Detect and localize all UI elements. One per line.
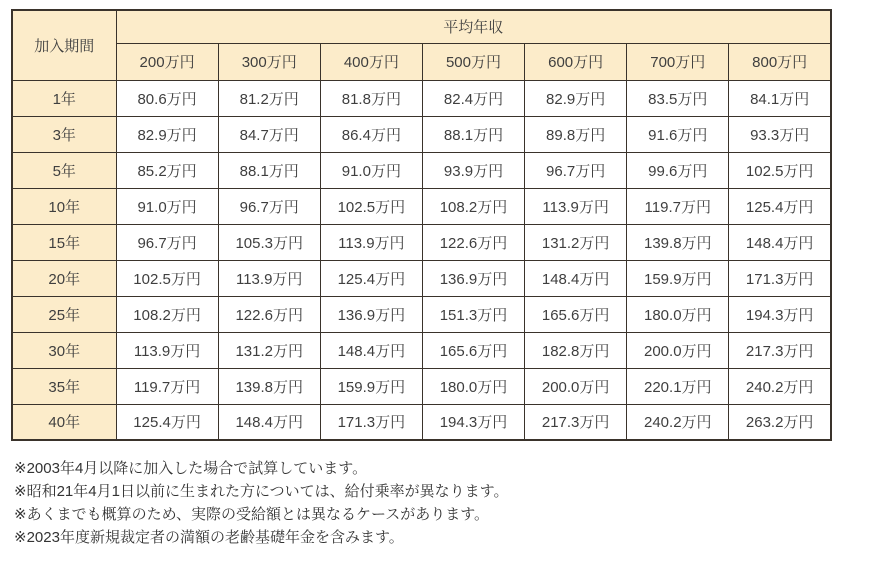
table-row bbox=[12, 296, 831, 332]
value-cell: 119.7万円 bbox=[116, 368, 218, 404]
value-cell: 86.4万円 bbox=[320, 116, 422, 152]
notes bbox=[14, 457, 508, 549]
value-cell: 194.3万円 bbox=[422, 404, 524, 440]
table-row bbox=[12, 368, 831, 404]
table-row bbox=[12, 116, 831, 152]
table-row bbox=[12, 332, 831, 368]
value-cell: 220.1万円 bbox=[627, 368, 729, 404]
value-cell: 125.4万円 bbox=[116, 404, 218, 440]
period-cell: 15年 bbox=[12, 224, 116, 260]
value-cell: 194.3万円 bbox=[729, 296, 831, 332]
income-column-header: 300万円 bbox=[218, 43, 320, 80]
value-cell: 136.9万円 bbox=[320, 296, 422, 332]
value-cell: 131.2万円 bbox=[218, 332, 320, 368]
value-cell: 263.2万円 bbox=[729, 404, 831, 440]
value-cell: 96.7万円 bbox=[218, 188, 320, 224]
period-cell: 3年 bbox=[12, 116, 116, 152]
value-cell: 122.6万円 bbox=[218, 296, 320, 332]
value-cell: 151.3万円 bbox=[422, 296, 524, 332]
income-column-header: 800万円 bbox=[729, 43, 831, 80]
value-cell: 108.2万円 bbox=[422, 188, 524, 224]
income-column-header: 500万円 bbox=[422, 43, 524, 80]
value-cell: 240.2万円 bbox=[729, 368, 831, 404]
value-cell: 217.3万円 bbox=[729, 332, 831, 368]
value-cell: 82.9万円 bbox=[525, 80, 627, 116]
average-income-header: 平均年収 bbox=[116, 10, 831, 43]
value-cell: 148.4万円 bbox=[525, 260, 627, 296]
value-cell: 99.6万円 bbox=[627, 152, 729, 188]
value-cell: 125.4万円 bbox=[729, 188, 831, 224]
value-cell: 113.9万円 bbox=[116, 332, 218, 368]
period-column-header: 加入期間 bbox=[12, 10, 116, 80]
value-cell: 84.1万円 bbox=[729, 80, 831, 116]
value-cell: 180.0万円 bbox=[627, 296, 729, 332]
table-row bbox=[12, 152, 831, 188]
table-row bbox=[12, 224, 831, 260]
value-cell: 93.3万円 bbox=[729, 116, 831, 152]
income-column-header: 200万円 bbox=[116, 43, 218, 80]
value-cell: 82.9万円 bbox=[116, 116, 218, 152]
value-cell: 148.4万円 bbox=[320, 332, 422, 368]
value-cell: 80.6万円 bbox=[116, 80, 218, 116]
period-cell: 30年 bbox=[12, 332, 116, 368]
value-cell: 200.0万円 bbox=[627, 332, 729, 368]
income-column-header: 600万円 bbox=[525, 43, 627, 80]
value-cell: 148.4万円 bbox=[218, 404, 320, 440]
period-cell: 5年 bbox=[12, 152, 116, 188]
value-cell: 171.3万円 bbox=[320, 404, 422, 440]
value-cell: 122.6万円 bbox=[422, 224, 524, 260]
period-cell: 1年 bbox=[12, 80, 116, 116]
value-cell: 159.9万円 bbox=[320, 368, 422, 404]
value-cell: 108.2万円 bbox=[116, 296, 218, 332]
value-cell: 131.2万円 bbox=[525, 224, 627, 260]
value-cell: 84.7万円 bbox=[218, 116, 320, 152]
value-cell: 102.5万円 bbox=[320, 188, 422, 224]
table-header bbox=[12, 10, 831, 80]
value-cell: 240.2万円 bbox=[627, 404, 729, 440]
value-cell: 82.4万円 bbox=[422, 80, 524, 116]
value-cell: 159.9万円 bbox=[627, 260, 729, 296]
pension-table bbox=[11, 9, 832, 441]
value-cell: 91.0万円 bbox=[116, 188, 218, 224]
value-cell: 102.5万円 bbox=[729, 152, 831, 188]
value-cell: 136.9万円 bbox=[422, 260, 524, 296]
period-cell: 35年 bbox=[12, 368, 116, 404]
value-cell: 89.8万円 bbox=[525, 116, 627, 152]
value-cell: 200.0万円 bbox=[525, 368, 627, 404]
value-cell: 85.2万円 bbox=[116, 152, 218, 188]
value-cell: 165.6万円 bbox=[525, 296, 627, 332]
value-cell: 88.1万円 bbox=[218, 152, 320, 188]
table-body bbox=[12, 80, 831, 440]
value-cell: 96.7万円 bbox=[116, 224, 218, 260]
table-row bbox=[12, 80, 831, 116]
value-cell: 91.0万円 bbox=[320, 152, 422, 188]
table-row bbox=[12, 404, 831, 440]
period-cell: 40年 bbox=[12, 404, 116, 440]
value-cell: 148.4万円 bbox=[729, 224, 831, 260]
note-line: ※昭和21年4月1日以前に生まれた方については、給付乗率が異なります。 bbox=[14, 483, 509, 500]
value-cell: 119.7万円 bbox=[627, 188, 729, 224]
period-cell: 20年 bbox=[12, 260, 116, 296]
value-cell: 96.7万円 bbox=[525, 152, 627, 188]
value-cell: 83.5万円 bbox=[627, 80, 729, 116]
value-cell: 105.3万円 bbox=[218, 224, 320, 260]
note-line: ※2003年4月以降に加入した場合で試算しています。 bbox=[14, 460, 368, 477]
value-cell: 81.2万円 bbox=[218, 80, 320, 116]
value-cell: 182.8万円 bbox=[525, 332, 627, 368]
value-cell: 180.0万円 bbox=[422, 368, 524, 404]
period-cell: 25年 bbox=[12, 296, 116, 332]
value-cell: 93.9万円 bbox=[422, 152, 524, 188]
period-cell: 10年 bbox=[12, 188, 116, 224]
value-cell: 113.9万円 bbox=[525, 188, 627, 224]
table-row bbox=[12, 188, 831, 224]
value-cell: 171.3万円 bbox=[729, 260, 831, 296]
note-line: ※2023年度新規裁定者の満額の老齢基礎年金を含みます。 bbox=[14, 529, 404, 546]
value-cell: 217.3万円 bbox=[525, 404, 627, 440]
top-header-row bbox=[12, 10, 831, 43]
value-cell: 165.6万円 bbox=[422, 332, 524, 368]
value-cell: 139.8万円 bbox=[218, 368, 320, 404]
value-cell: 91.6万円 bbox=[627, 116, 729, 152]
note-line: ※あくまでも概算のため、実際の受給額とは異なるケースがあります。 bbox=[14, 506, 490, 523]
income-column-header: 400万円 bbox=[320, 43, 422, 80]
income-column-header: 700万円 bbox=[627, 43, 729, 80]
value-cell: 113.9万円 bbox=[320, 224, 422, 260]
income-header-row bbox=[12, 43, 831, 80]
value-cell: 102.5万円 bbox=[116, 260, 218, 296]
value-cell: 81.8万円 bbox=[320, 80, 422, 116]
value-cell: 113.9万円 bbox=[218, 260, 320, 296]
table-row bbox=[12, 260, 831, 296]
value-cell: 125.4万円 bbox=[320, 260, 422, 296]
value-cell: 139.8万円 bbox=[627, 224, 729, 260]
value-cell: 88.1万円 bbox=[422, 116, 524, 152]
